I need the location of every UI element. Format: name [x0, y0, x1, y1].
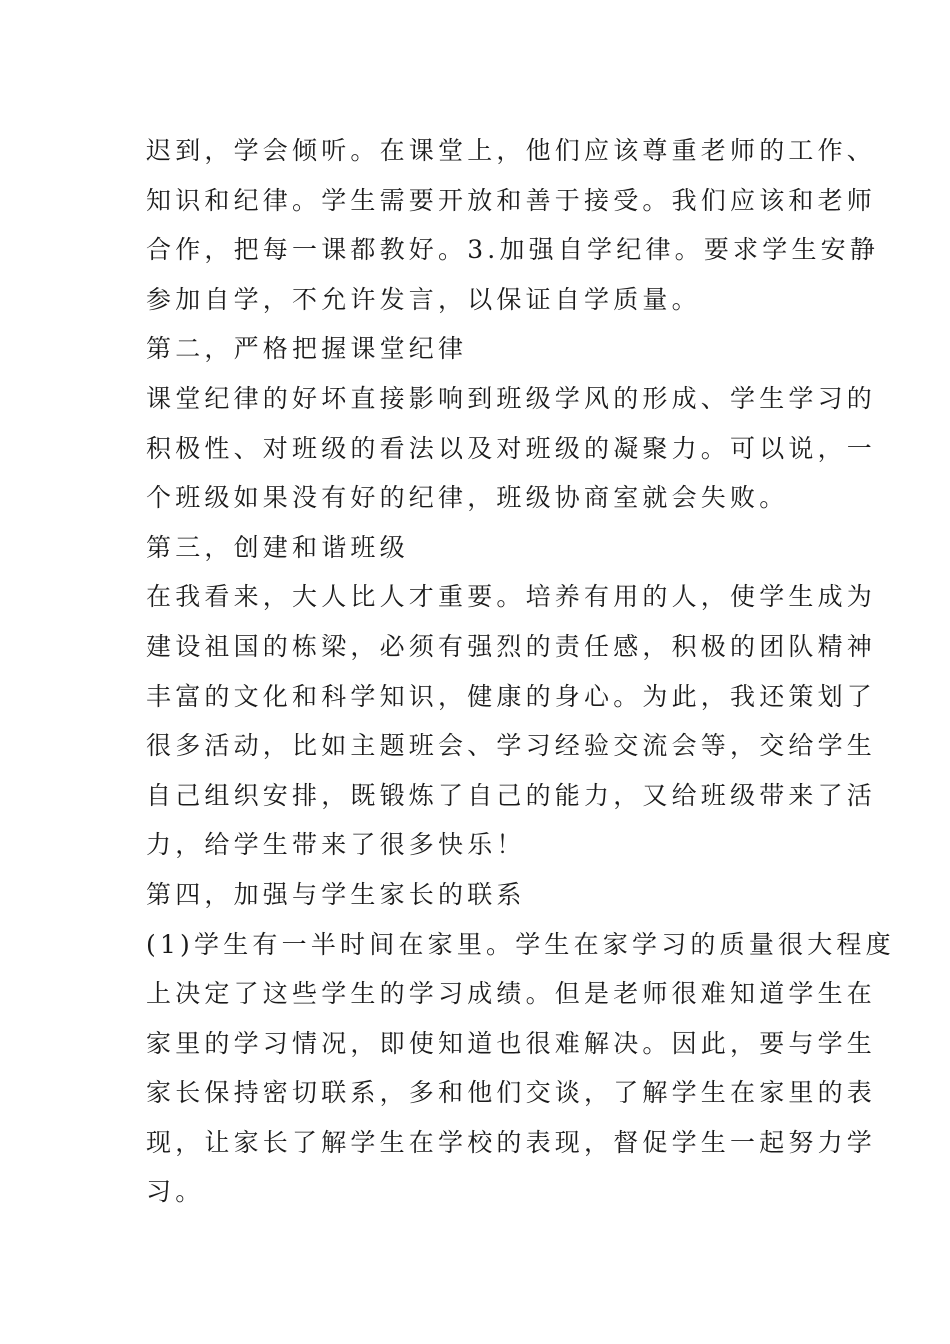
text-line: 课堂纪律的好坏直接影响到班级学风的形成、学生学习的: [146, 383, 877, 413]
text-line: 丰富的文化和科学知识，健康的身心。为此，我还策划了: [146, 681, 877, 711]
text-line: 建设祖国的栋梁，必须有强烈的责任感，积极的团队精神: [146, 631, 877, 661]
text-line: 自己组织安排，既锻炼了自己的能力，又给班级带来了活: [146, 780, 877, 810]
document-body: [146, 126, 895, 1217]
section-heading: 第二，严格把握课堂纪律: [146, 334, 468, 364]
text-line: 迟到，学会倾听。在课堂上，他们应该尊重老师的工作、: [146, 136, 877, 165]
section-heading: 第四，加强与学生家长的联系: [146, 879, 526, 909]
text-line: 积极性、对班级的看法以及对班级的凝聚力。可以说，一: [146, 433, 877, 463]
text-line: 家长保持密切联系，多和他们交谈，了解学生在家里的表: [146, 1078, 877, 1108]
text-line: 个班级如果没有好的纪律，班级协商室就会失败。: [146, 483, 789, 513]
text-line: 习。: [146, 1177, 205, 1207]
text-line: 家里的学习情况，即使知道也很难解决。因此，要与学生: [146, 1028, 877, 1058]
text-line: 合作，把每一课都教好。3.加强自学纪律。要求学生安静: [146, 235, 880, 265]
section-heading: 第三，创建和谐班级: [146, 532, 409, 562]
text-line: 上决定了这些学生的学习成绩。但是老师很难知道学生在: [146, 979, 877, 1009]
text-line: (1)学生有一半时间在家里。学生在家学习的质量很大程度: [146, 929, 895, 959]
text-line: 在我看来，大人比人才重要。培养有用的人，使学生成为: [146, 582, 877, 612]
text-line: 参加自学，不允许发言，以保证自学质量。: [146, 284, 701, 314]
text-line: 知识和纪律。学生需要开放和善于接受。我们应该和老师: [146, 185, 877, 215]
text-line: 力，给学生带来了很多快乐！: [146, 830, 526, 860]
text-line: 很多活动，比如主题班会、学习经验交流会等，交给学生: [146, 731, 877, 761]
text-line: 现，让家长了解学生在学校的表现，督促学生一起努力学: [146, 1127, 877, 1157]
